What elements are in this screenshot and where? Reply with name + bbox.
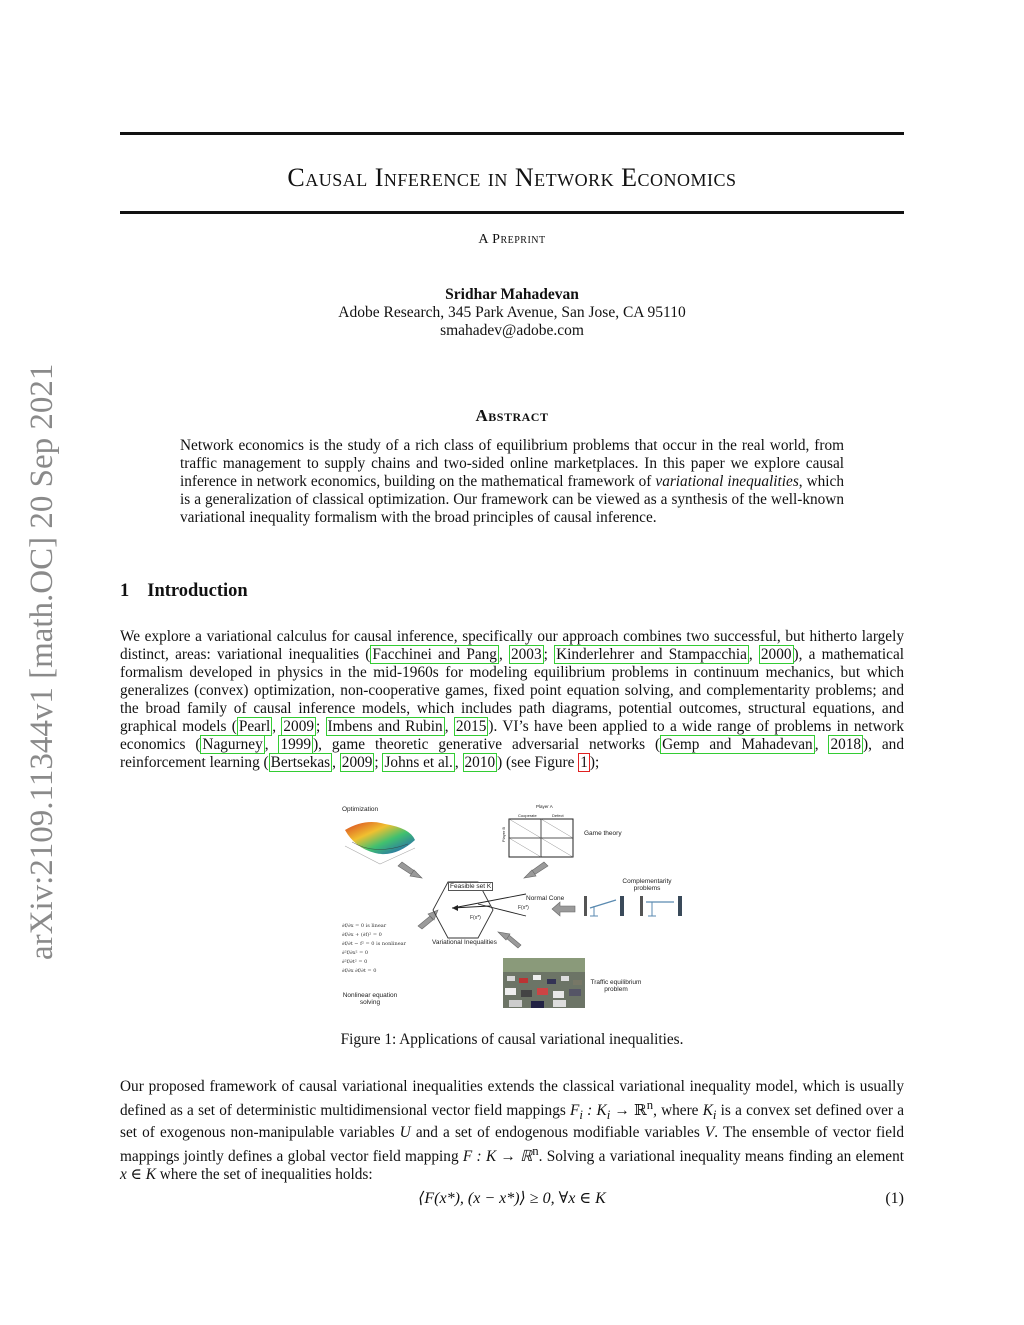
equation-1-row [120,1190,904,1210]
label-complementarity-line2: problems [633,885,661,892]
label-nonlinear-equation [338,992,402,1006]
complementarity-illustration [580,892,690,922]
citation-author: Imbens and Rubin [327,718,443,735]
author-affiliation: Adobe Research, 345 Park Avenue, San Jose, CA 95110 [338,304,686,321]
text-run: ); [589,754,600,771]
equation-1: ⟨F(x*), (x − x*)⟩ ≥ 0, ∀x ∈ K [418,1190,606,1207]
section-number: 1 [120,581,130,601]
title-top-rule [120,132,904,135]
text-run: , [814,736,829,753]
paper-title: Causal Inference in Network Economics [287,163,737,192]
citation-author: Bertsekas [270,754,331,771]
traffic-photo [503,958,585,1008]
label-complementarity [612,878,682,892]
abstract-heading: Abstract [475,406,549,425]
text-run: , where [653,1102,703,1120]
text-run: Our proposed framework of causal variational inequalities extends the classical variational inequality model, which is usually defined as a set of deterministic multidimensional vector field mappings [120,1078,904,1120]
citation-link[interactable] [463,753,498,772]
label-game-theory: Game theory [584,830,622,837]
citation-link[interactable] [237,717,272,736]
citation-author: Kinderlehrer and Stampacchia [556,646,747,663]
math-sup: n [532,1144,539,1159]
figure-reference-link[interactable] [578,753,590,772]
citation-year: 2009 [283,718,314,735]
text-run: We explore a variational calculus for causal inference, specifically our approach combines two successful, but hitherto largely distinct, areas: variational inequalities ( [120,628,904,663]
abstract-emphasis: variational inequalities [655,473,799,490]
text-run: ) (see Figure [497,754,579,771]
text-run: , [444,718,454,735]
label-complementarity-line1: Complementarity [622,878,672,885]
label-fx-star: F(x*) [470,915,481,921]
label-player-b: Player B [501,826,507,843]
citation-link[interactable] [454,717,489,736]
arxiv-sidebar-stamp: arXiv:2109.11344v1 [math.OC] 20 Sep 2021 [24,363,60,960]
intro-paragraph [120,628,904,772]
text-run: where the set of inequalities holds: [155,1166,373,1184]
author-email[interactable]: smahadev@adobe.com [440,322,584,339]
text-run: and a set of endogenous modifiable variables [410,1124,705,1142]
figure-1 [330,798,700,1013]
math-sup: n [646,1098,654,1112]
citation-link[interactable] [278,735,313,754]
label-traffic [586,979,646,993]
preprint-label: A Preprint [478,232,546,247]
math-sub: i [579,1108,583,1123]
text-run: is a convex set defined over a set of exogenous non-manipulable variables [120,1102,905,1142]
math-F: F [570,1102,580,1120]
math-V: V [704,1124,715,1142]
citation-link[interactable] [370,645,499,664]
text-run: ), game theoretic generative adversarial networks ( [313,736,661,753]
citation-author: Pearl [238,718,271,735]
section-title: Introduction [147,581,248,601]
label-normal-cone: Normal Cone [526,895,565,902]
label-nonlinear-line2: solving [359,999,381,1006]
citation-link[interactable] [759,645,794,664]
text-run: , [272,718,282,735]
math-run: : K [582,1102,607,1120]
label-nonlinear-line1: Nonlinear equation [342,992,398,999]
text-run: , [454,754,463,771]
math-sub: i [712,1108,717,1123]
math-x-in-K: x ∈ K [120,1166,156,1184]
citation-author: Nagurney [202,736,263,753]
figure-1-caption: Figure 1: Applications of causal variational inequalities. [340,1031,684,1048]
citation-year: 2015 [455,718,487,735]
author-name: Sridhar Mahadevan [445,286,579,303]
label-feasible-set: Feasible set K [450,883,492,890]
abstract-text [180,437,844,527]
math-run: → ℝ [610,1102,647,1120]
citation-link[interactable] [281,717,316,736]
math-U: U [399,1124,411,1142]
math-sub: i [606,1108,611,1123]
title-bottom-rule [120,211,904,214]
citation-year: 2000 [760,646,792,663]
abstract-text-part: Network economics is the study of a rich class of equilibrium problems that occur in the real world, from traffic management to supply chains and two-sided online marketplaces. In this paper we explore causal inference in network economics, building on the mathematical framework of [180,437,844,490]
citation-author: Facchinei and Pang [372,646,497,663]
citation-year: 2010 [464,754,496,771]
label-cooperate: Cooperate [518,813,537,818]
citation-author: Johns et al. [384,754,453,771]
abstract-text-part: , which is a generalization of classical optimization. Our framework can be viewed as a synthesis of the well-known variational inequality formalism with the broad principles of causal inference. [180,473,844,526]
citation-year: 2018 [830,736,862,753]
citation-link[interactable] [382,753,454,772]
text-run: . Solving a variational inequality means finding an element [538,1148,904,1166]
framework-paragraph [120,1078,904,1184]
citation-link[interactable] [554,645,749,664]
text-run: , [332,754,340,771]
label-player-a: Player A [536,804,553,809]
text-run: . The ensemble of vector field mappings jointly defines a global vector field mapping [120,1124,904,1166]
citation-link[interactable] [509,645,544,664]
citation-link[interactable] [326,717,445,736]
citation-link[interactable] [200,735,264,754]
label-is-linear: is linear [365,923,387,929]
citation-link[interactable] [828,735,863,754]
text-run: ). VI’s have been applied to a wide range of problems in network economics ( [120,718,904,753]
equation-1-number: (1) [885,1190,904,1207]
citation-author: Gemp and Mahadevan [662,736,813,753]
section-heading-introduction [120,581,248,602]
label-optimization: Optimization [342,806,379,813]
citation-link[interactable] [269,753,332,772]
text-run: ; [543,646,555,663]
label-traffic-line2: problem [604,986,628,993]
nonlinear-equations-block: ∂f/∂x = 0 is linear ∂f/∂x + (∂f)² = 0 ∂f/∂t − f² = 0 is nonlinear ∂²f/∂x² = 0 ∂²f/∂t² = 0 ∂f/∂x ∂f/∂t = 0 [342,923,407,974]
citation-link[interactable] [340,753,375,772]
label-fx-star-right: F(x*) [518,905,529,911]
text-run: , [748,646,759,663]
citation-year: 2009 [341,754,373,771]
text-run: , [264,736,279,753]
math-F-global: F : K → ℝ [462,1148,533,1166]
author-block [120,286,904,340]
text-run: ; [374,754,383,771]
math-K: K [702,1102,713,1120]
text-run: ), and reinforcement learning ( [120,736,904,771]
text-run: ), a mathematical formalism developed in physics in the mid-1960s for modeling equilibrium problems in continuum mechanics, but which generalizes (convex) optimization, non-cooperative games, fixed point equation solving, and complementarity problems; and the broad family of causal inference models, which includes path diagrams, potential outcomes, structural equations, and graphical models ( [120,646,905,735]
label-variational-inequalities: Variational Inequalities [432,939,497,946]
figure-ref-number: 1 [580,754,588,771]
label-defect: Defect [552,813,564,818]
text-run: ; [315,718,326,735]
label-traffic-line1: Traffic equilibrium [590,979,642,986]
citation-year: 2003 [511,646,542,663]
text-run: , [498,646,509,663]
label-is-nonlinear: is nonlinear [376,941,407,947]
citation-link[interactable] [660,735,815,754]
citation-year: 1999 [280,736,312,753]
